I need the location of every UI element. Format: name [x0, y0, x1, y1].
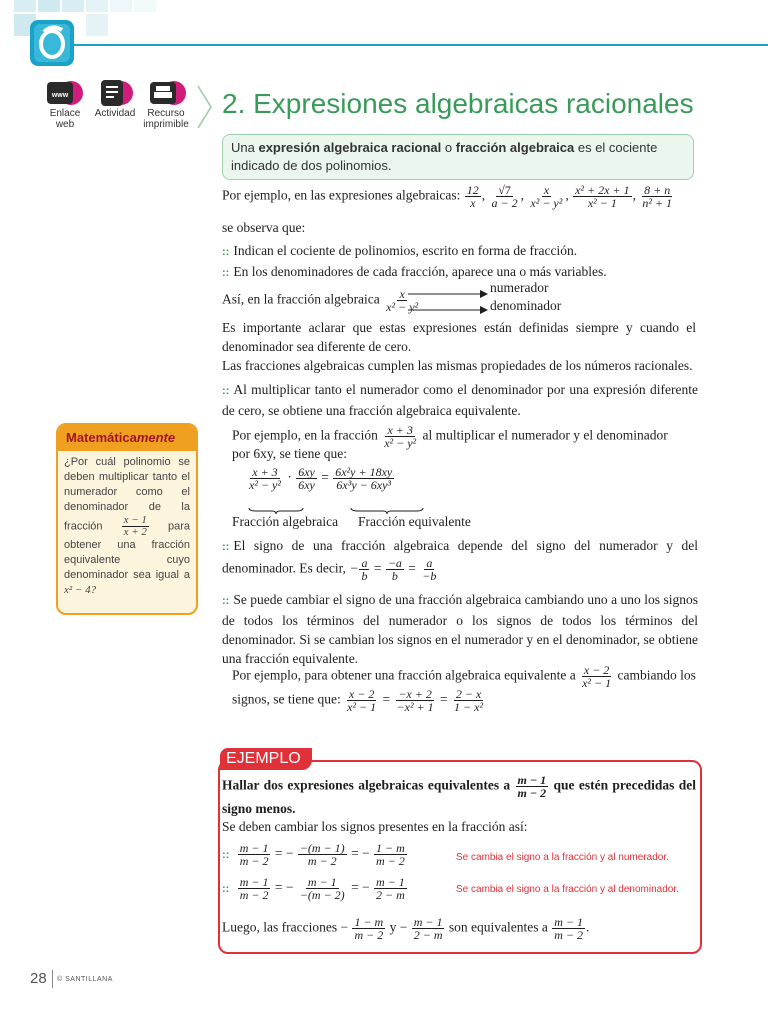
- ejemplo-intro: Se deben cambiar los signos presentes en la fracción así:: [222, 819, 528, 834]
- ejemplo-conclusion: Luego, las fracciones − $\frac{1 - m}{m - 2}$ y − $\frac{m - 1}{2 - m}$ son equivalentes a $\frac{m - 1}{m - 2}$ .: [222, 915, 590, 942]
- por6xy-text: por 6xy, se tiene que:: [232, 446, 347, 461]
- signos-line: signos, se tiene que: $\frac{x - 2}{\text{x² − 1}}$ = $\frac{-x + 2}{\text{−x² + 1}}$ = $\frac{2 - x}{\text{1 − x²}}$: [232, 687, 484, 714]
- logo-icon: [30, 20, 74, 66]
- svg-text:www: www: [51, 92, 69, 99]
- activity-label: Actividad: [94, 108, 136, 119]
- definition-box: Una expresión algebraica racional o fracción algebraica es el cociente indicado de dos polinomios.: [222, 134, 694, 180]
- arrow-denominador: [408, 300, 488, 319]
- resource-print[interactable]: [138, 78, 194, 130]
- ej-frac-line: Por ejemplo, en la fracción $\frac{x + 3}{\text{x² − y²}}$ al multiplicar el numerador y el denominador: [232, 423, 668, 450]
- ejemplo-tag: EJEMPLO: [220, 748, 312, 770]
- importante-text: Es importante aclarar que estas expresiones están definidas siempre y cuando el denominador sea diferente de cero.: [222, 320, 696, 354]
- print-label: Recurso imprimible: [143, 108, 189, 130]
- ejemplo-eq2: :: $\frac{m - 1}{m - 2}$ = − $\frac{m - 1}{-(m - 2)}$ = − $\frac{m - 1}{2 - m}$: [222, 875, 405, 902]
- sidebar-title: Matemáticamente: [58, 425, 196, 451]
- activity-icon: [95, 78, 135, 108]
- denominador-label: denominador: [490, 298, 562, 313]
- web-label: Enlace web: [49, 108, 81, 130]
- page-number: 28: [30, 970, 47, 987]
- ejemplo-note1: Se cambia el signo a la fracción y al numerador.: [456, 852, 669, 863]
- propiedades-text: Las fracciones algebraicas cumplen las mismas propiedades de los números racionales.: [222, 358, 693, 373]
- web-icon: [45, 78, 85, 108]
- footer-divider: [52, 970, 53, 988]
- sidebar-box: [56, 423, 198, 615]
- bullet-4: :: El signo de una fracción algebraica depende del signo del numerador y del denominador. Es decir, − $\frac{a}{b}$ = $\frac{-a}{b}$ = $\frac{a}{-b}$: [222, 538, 698, 583]
- title-chevron: [196, 84, 214, 134]
- printer-icon: [146, 78, 186, 108]
- bullet-2: :: En los denominadores de cada fracción, aparece una o más variables.: [222, 264, 607, 279]
- publisher: © SANTILLANA: [57, 976, 113, 983]
- observe-text: se observa que:: [222, 220, 306, 235]
- ejemplo-prompt: Hallar dos expresiones algebraicas equivalentes a $\frac{m - 1}{m - 2}$ que estén precedidas del signo menos.: [222, 773, 696, 816]
- ej2-line: Por ejemplo, para obtener una fracción algebraica equivalente a $\frac{x - 2}{\text{x² − 1}}$ cambiando los: [232, 663, 696, 690]
- header-rule: [70, 44, 768, 46]
- sidebar-text: ¿Por cuál polinomio se deben multiplicar tanto el numerador como el denominador de la fracción $\frac{x - 1}{x + 2}$ para obtener una fracción equivalente cuyo denominador sea igual a x² − 4?: [64, 456, 190, 596]
- label-algebraica: Fracción algebraica: [232, 514, 339, 529]
- section-title: 2. Expresiones algebraicas racionales: [222, 88, 694, 119]
- multiplication-equation: $\frac{x + 3}{\text{x² − y²}}$ · $\frac{6xy}{6xy}$ = $\frac{\text{6x²y + 18xy}}{\text{6x³y − 6xy³}}$: [249, 465, 393, 492]
- bullet-1: :: Indican el cociente de polinomios, escrito en forma de fracción.: [222, 243, 578, 258]
- numerador-label: numerador: [490, 280, 549, 295]
- label-equivalente: Fracción equivalente: [358, 514, 471, 529]
- header-band: [0, 0, 768, 70]
- ejemplo-note2: Se cambia el signo a la fracción y al denominador.: [456, 884, 679, 895]
- ejemplo-eq1: :: $\frac{m - 1}{m - 2}$ = − $\frac{-(m - 1)}{m - 2}$ = − $\frac{1 - m}{m - 2}$: [222, 841, 405, 868]
- example-intro-line: Por ejemplo, en las expresiones algebraicas: $\frac{12}{x}$ , $\frac{√7}{a - 2}$ , $\frac{x}{\text{x² − y²}}$ , $\frac{\text{x² + 2x + 1}}{\text{x² − 1}}$ , $\frac{8 + n}{\text{n² + 1}}$: [222, 183, 673, 210]
- resource-web[interactable]: [40, 78, 90, 130]
- resource-activity[interactable]: [90, 78, 140, 119]
- bullet-3: :: Al multiplicar tanto el numerador como el denominador por una expresión diferente de cero, se obtiene una fracción algebraica equivalente.: [222, 382, 698, 418]
- bullet-5: :: Se puede cambiar el signo de una fracción algebraica cambiando uno a uno los signos de todos los términos del numerador o los signos de todos los términos del denominador. Si se cambian los signos en el numerador y en el denominador, se obtiene una fracción equivalente.: [222, 592, 698, 666]
- asi-line: Así, en la fracción algebraica $\frac{x}{\text{x² − y²}}$: [222, 287, 419, 314]
